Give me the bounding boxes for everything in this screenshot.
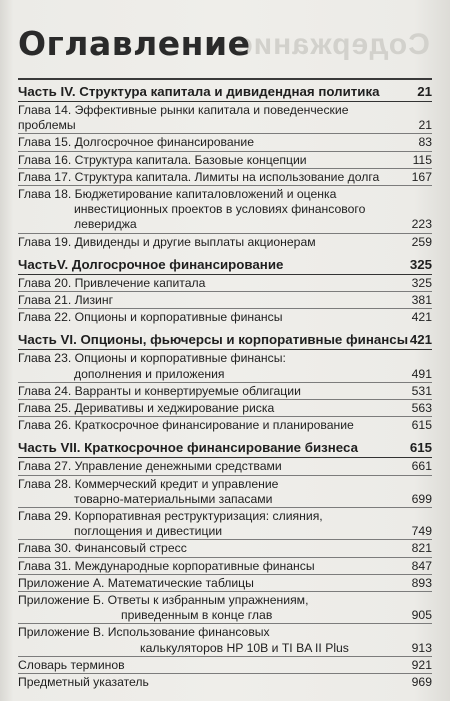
toc-entry (18, 400, 432, 417)
entry-title: Глава 17. Структура капитала. Лимиты на использование долга (18, 169, 380, 184)
page-number: 491 (411, 366, 432, 381)
page-number: 83 (418, 135, 432, 150)
page-number: 421 (411, 310, 432, 325)
toc-entry (18, 309, 432, 325)
entry-title: Часть VI. Опционы, фьючерсы и корпоративные финансы (18, 332, 409, 348)
toc-entry (18, 592, 432, 624)
toc-entry (18, 417, 432, 433)
entry-title: Глава 28. Коммерческий кредит и управление товарно-материальными запасами (18, 476, 279, 506)
entry-title: Глава 23. Опционы и корпоративные финансы: дополнения и приложения (18, 351, 286, 381)
page-number: 921 (411, 657, 432, 672)
page-number: 847 (411, 558, 432, 573)
entry-title: Словарь терминов (18, 657, 125, 672)
entry-title: Глава 29. Корпоративная реструктуризация: слияния, поглощения и дивестиции (18, 509, 323, 539)
entry-title: Глава 30. Финансовый стресс (18, 541, 187, 556)
toc-entry (18, 152, 432, 169)
page-number: 259 (411, 234, 432, 249)
page-number: 21 (418, 118, 432, 133)
page-number: 563 (411, 401, 432, 416)
entry-title: Приложение Б. Ответы к избранным упражнениям, приведенным в конце глав (18, 593, 309, 623)
page-number: 325 (411, 275, 432, 290)
page-number: 421 (409, 332, 432, 348)
toc-entry (18, 383, 432, 400)
entry-title: Глава 24. Варранты и конвертируемые облигации (18, 383, 301, 398)
page-number: 969 (411, 675, 432, 690)
page-number: 531 (411, 383, 432, 398)
toc-part (18, 332, 432, 350)
toc-entry (18, 657, 432, 674)
entry-title: Глава 18. Бюджетирование капиталовложений и оценка инвестиционных проектов в условиях финансового левериджа (18, 187, 366, 232)
entry-title: Глава 15. Долгосрочное финансирование (18, 135, 254, 150)
toc-entry (18, 558, 432, 575)
entry-title: ЧастьV. Долгосрочное финансирование (18, 256, 284, 272)
page-number: 615 (409, 440, 432, 456)
page-number: 821 (411, 541, 432, 556)
toc-entry (18, 540, 432, 557)
page-title: Оглавление (18, 24, 251, 63)
table-of-contents (18, 78, 432, 690)
bleed-through-text: Содержание (235, 28, 430, 61)
toc-part (18, 84, 432, 102)
page-number: 905 (411, 608, 432, 623)
entry-title: Глава 16. Структура капитала. Базовые концепции (18, 152, 307, 167)
entry-title: Глава 19. Дивиденды и другие выплаты акционерам (18, 234, 316, 249)
page-number: 893 (411, 575, 432, 590)
toc-entry (18, 624, 432, 656)
page-number: 699 (411, 491, 432, 506)
entry-title: Приложение А. Математические таблицы (18, 575, 254, 590)
toc-entry (18, 458, 432, 475)
entry-title: Глава 14. Эффективные рынки капитала и поведенческие проблемы (18, 103, 349, 133)
page-number: 223 (411, 217, 432, 232)
toc-entry (18, 350, 432, 382)
top-rule (18, 78, 432, 80)
toc-entry (18, 169, 432, 186)
page-number: 21 (417, 84, 432, 99)
toc-entry (18, 674, 432, 690)
page-number: 615 (411, 418, 432, 433)
toc-part (18, 257, 432, 275)
entry-title: Глава 31. Международные корпоративные финансы (18, 558, 315, 573)
entry-title: Приложение В. Использование финансовых калькуляторов HP 10B и TI BA II Plus (18, 625, 349, 655)
page-number: 661 (411, 459, 432, 474)
toc-entry (18, 575, 432, 592)
toc-entry (18, 508, 432, 540)
toc-part (18, 440, 432, 458)
page-number: 913 (411, 640, 432, 655)
entry-title: Часть IV. Структура капитала и дивидендная политика (18, 84, 380, 99)
toc-entry (18, 134, 432, 151)
page-number: 167 (411, 169, 432, 184)
entry-title: Глава 26. Краткосрочное финансирование и планирование (18, 418, 354, 433)
toc-entry (18, 476, 432, 508)
toc-entry (18, 186, 432, 234)
page-number: 381 (411, 293, 432, 308)
entry-title: Глава 21. Лизинг (18, 293, 114, 308)
toc-entry (18, 292, 432, 309)
entry-title: Глава 27. Управление денежными средствами (18, 459, 282, 474)
entry-title: Предметный указатель (18, 675, 149, 690)
entry-title: Глава 25. Деривативы и хеджирование риска (18, 401, 275, 416)
toc-entry (18, 234, 432, 250)
toc-entry (18, 275, 432, 292)
entry-title: Глава 20. Привлечение капитала (18, 275, 206, 290)
page-number: 749 (411, 524, 432, 539)
page-number: 325 (409, 256, 432, 272)
toc-entry (18, 102, 432, 134)
entry-title: Часть VII. Краткосрочное финансирование бизнеса (18, 440, 358, 456)
page-number: 115 (412, 152, 432, 167)
entry-title: Глава 22. Опционы и корпоративные финансы (18, 310, 283, 325)
